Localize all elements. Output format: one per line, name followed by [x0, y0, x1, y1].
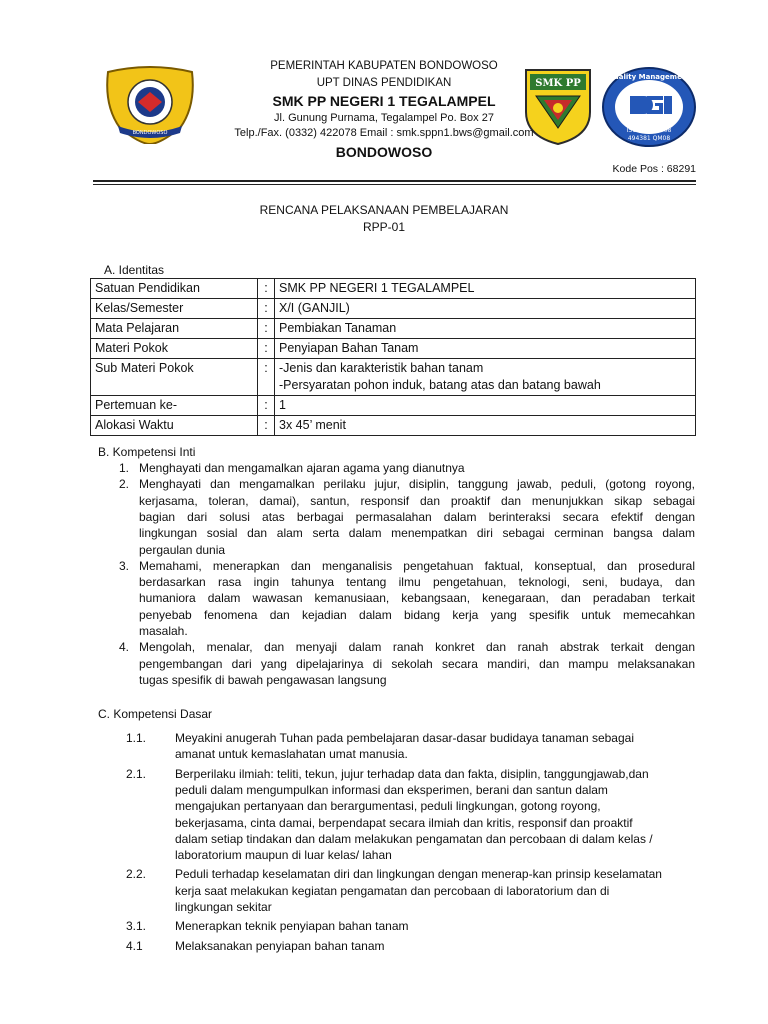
svg-text:SMK PP: SMK PP	[535, 78, 581, 89]
kd-item-line: peduli dalam mengumpulkan informasi dan eksperimen, berani dan santun dalam	[175, 782, 608, 797]
document-code: RPP-01	[362, 220, 406, 234]
identitas-value-text: 1	[279, 398, 286, 412]
ki-item-line: humaniora dalam wawasan kemanusiaan, kebangsaan, kenegaraan, dan peradaban terkait	[139, 591, 695, 606]
document-title: RENCANA PELAKSANAAN PEMBELAJARAN	[259, 203, 509, 217]
school-contact: Telp./Fax. (0332) 422078 Email : smk.sppn1.bws@gmail.com	[234, 127, 534, 139]
identitas-value-text: 3x 45’ menit	[279, 418, 346, 432]
identitas-row	[91, 339, 696, 359]
identitas-heading: A. Identitas	[104, 263, 165, 277]
identitas-colon: :	[258, 416, 275, 436]
identitas-colon: :	[258, 299, 275, 319]
ki-item-line: pengembangan dari yang dipelajarinya di sekolah secara mandiri, dan mampu melaksanakan	[139, 656, 695, 671]
postal-code: Kode Pos : 68291	[612, 163, 696, 175]
svg-text:Quality Management: Quality Management	[607, 73, 691, 81]
ki-item-line: lingkungan sosial dan alam serta dalam menempatkan diri sebagai cerminan bangsa dalam	[139, 526, 695, 541]
identitas-value	[275, 416, 696, 436]
kd-item-number: 3.1.	[126, 919, 147, 934]
ki-item-line: pergaulan dunia	[139, 542, 226, 557]
identitas-value	[275, 279, 696, 299]
identitas-colon: :	[258, 319, 275, 339]
kd-item-line: amanat untuk kemaslahatan umat manusia.	[175, 747, 408, 762]
identitas-colon: :	[258, 359, 275, 396]
ki-item-line: penyebab fenomena dan kejadian dalam bidang kerja yang spesifik untuk memecahkan	[139, 607, 695, 622]
ki-item-line: Menghayati dan mengamalkan perilaku jujur, disiplin, tanggung jawab, peduli, (gotong royong,	[139, 477, 695, 492]
identitas-row	[91, 279, 696, 299]
identitas-value	[275, 299, 696, 319]
identitas-label: Mata Pelajaran	[91, 319, 258, 339]
header-line-1: PEMERINTAH KABUPATEN BONDOWOSO	[270, 60, 498, 72]
ki-item-line: Memahami, menerapkan dan menganalisis pengetahuan faktual, konseptual, dan prosedural	[139, 558, 695, 573]
identitas-label: Satuan Pendidikan	[91, 279, 258, 299]
kd-item-line: bekerjasama, cinta damai, berpendapat secara ilmiah dan kritis, responsif dan proaktif	[175, 815, 633, 830]
identitas-value-text: X/I (GANJIL)	[279, 301, 350, 315]
identitas-row	[91, 319, 696, 339]
ki-item-number: 4.	[119, 640, 130, 655]
identitas-colon: :	[258, 396, 275, 416]
identitas-value-text-2: -Persyaratan pohon induk, batang atas dan batang bawah	[279, 378, 601, 392]
kd-item-line: kerja saat melakukan kegiatan pengamatan dan percobaan di laboratorium dan di	[175, 883, 610, 898]
kd-item-line: dalam setiap tindakan dan dalam melakukan pengamatan dan percobaan di dalam kelas /	[175, 831, 653, 846]
identitas-colon: :	[258, 339, 275, 359]
kd-item-number: 1.1.	[126, 731, 147, 745]
ki-item-line: bagian dari solusi atas berbagai permasalahan dalam berinteraksi secara efektif dengan	[139, 509, 695, 524]
header-divider	[93, 180, 696, 182]
school-address: Jl. Gunung Purnama, Tegalampel Po. Box 27	[274, 112, 494, 124]
identitas-value	[275, 339, 696, 359]
identitas-row	[91, 299, 696, 319]
svg-text:ISO 9001:2008: ISO 9001:2008	[626, 127, 672, 134]
header-divider-thin	[93, 184, 696, 185]
identitas-value-text: Penyiapan Bahan Tanam	[279, 341, 419, 355]
kd-item-line: Berperilaku ilmiah: teliti, tekun, jujur terhadap data dan fakta, disiplin, tanggungjawab,dan	[175, 766, 649, 781]
kd-item-number: 2.2.	[126, 867, 147, 882]
kd-item-line: Meyakini anugerah Tuhan pada pembelajaran dasar-dasar budidaya tanaman sebagai	[175, 731, 634, 745]
identitas-value	[275, 396, 696, 416]
kd-item-line: Melaksanakan penyiapan bahan tanam	[175, 938, 385, 953]
kd-item-number: 2.1.	[126, 766, 147, 781]
kd-item-line: mengajukan pertanyaan dan berargumentasi, peduli lingkungan, gotong royong,	[175, 799, 601, 814]
kd-item-number: 4.1	[126, 938, 143, 953]
ki-heading: B. Kompetensi Inti	[98, 445, 196, 459]
kd-heading: C. Kompetensi Dasar	[98, 707, 213, 721]
identitas-value	[275, 359, 696, 396]
kd-item-line: Menerapkan teknik penyiapan bahan tanam	[175, 919, 409, 934]
identitas-colon: :	[258, 279, 275, 299]
identitas-value-text: Pembiakan Tanaman	[279, 321, 397, 335]
identitas-label: Materi Pokok	[91, 339, 258, 359]
kd-item-line: laboratorium maupun di luar kelas/ lahan	[175, 848, 392, 863]
header-line-2: UPT DINAS PENDIDIKAN	[316, 77, 452, 89]
ki-item-number: 2.	[119, 477, 130, 492]
school-name: SMK PP NEGERI 1 TEGALAMPEL	[272, 93, 496, 109]
identitas-row	[91, 396, 696, 416]
ki-item-line: berdasarkan rasa ingin tahunya tentang ilmu pengetahuan, teknologi, seni, budaya, dan	[139, 575, 695, 590]
ki-item-number: 1.	[119, 461, 130, 475]
ki-item-line: masalah.	[139, 624, 188, 638]
identitas-label: Pertemuan ke-	[91, 396, 258, 416]
city-name: BONDOWOSO	[335, 144, 433, 160]
identitas-value	[275, 319, 696, 339]
identitas-table	[90, 278, 696, 436]
identitas-label: Alokasi Waktu	[91, 416, 258, 436]
ki-item-line: Menghayati dan mengamalkan ajaran agama yang dianutnya	[139, 461, 465, 475]
identitas-label: Sub Materi Pokok	[91, 359, 258, 396]
ki-item-number: 3.	[119, 558, 130, 573]
identitas-row	[91, 416, 696, 436]
identitas-value-text: SMK PP NEGERI 1 TEGALAMPEL	[279, 281, 475, 295]
ki-item-line: kerjasama, toleran, damai), santun, responsif dan proaktif dan menunjukkan sikap sebagai	[139, 493, 695, 508]
ki-item-line: tugas spesifik di bawah pengawasan langsung	[139, 672, 387, 687]
svg-text:494381 QM08: 494381 QM08	[627, 135, 671, 142]
svg-text:BONDOWOSO: BONDOWOSO	[132, 130, 168, 136]
identitas-value-text: -Jenis dan karakteristik bahan tanam	[279, 361, 484, 375]
kd-item-line: Peduli terhadap keselamatan diri dan lingkungan dengan menerap-kan prinsip keselamatan	[175, 867, 662, 882]
ki-item-line: Mengolah, menalar, dan menyaji dalam ranah konkret dan ranah abstrak terkait dengan	[139, 640, 695, 655]
identitas-row	[91, 359, 696, 396]
identitas-label: Kelas/Semester	[91, 299, 258, 319]
kd-item-line: lingkungan sekitar	[175, 900, 272, 914]
